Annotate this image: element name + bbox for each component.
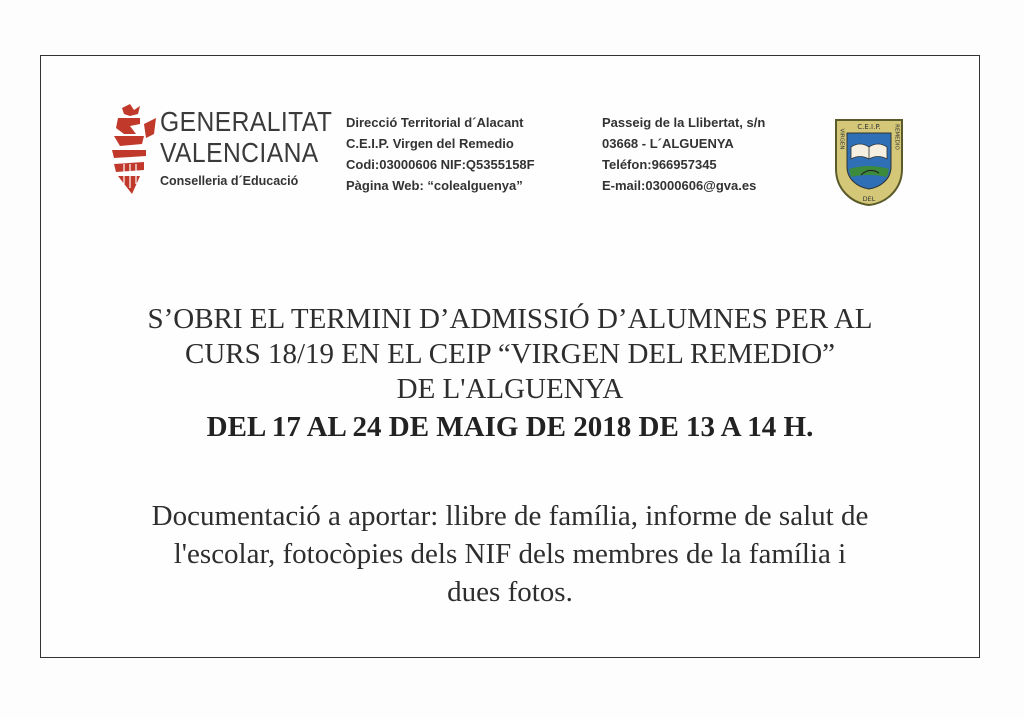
seal-top-text: C.E.I.P.	[857, 123, 881, 131]
header-school-info	[346, 112, 535, 196]
notice-line3: DE L'ALGUENYA	[396, 373, 624, 405]
header-col2-line: Passeig de la Llibertat, s/n	[602, 115, 766, 130]
generalitat-wordmark	[160, 106, 356, 188]
header-col1-line: Pàgina Web: “colealguenya”	[346, 178, 523, 193]
org-logo-line1: GENERALITAT	[160, 106, 333, 137]
org-logo-line2: VALENCIANA	[160, 137, 319, 168]
seal-right-text: REMEDIO	[893, 124, 900, 150]
header-contact-info	[602, 112, 765, 196]
notice-line2: CURS 18/19 EN EL CEIP “VIRGEN DEL REMEDIO”	[184, 338, 836, 370]
notice-line1: S’OBRI EL TERMINI D’ADMISSIÓ D’ALUMNES PER AL	[147, 303, 873, 335]
header-col1-line: C.E.I.P. Virgen del Remedio	[346, 136, 514, 151]
header-col2-line: Teléfon:966957345	[602, 157, 717, 172]
org-logo-subtitle: Conselleria d´Educació	[160, 174, 299, 188]
notice-dates: DEL 17 AL 24 DE MAIG DE 2018 DE 13 A 14 H.	[206, 411, 814, 443]
documents-line3: dues fotos.	[447, 576, 573, 608]
required-documents	[60, 497, 960, 611]
school-seal-icon	[833, 117, 905, 207]
seal-bottom-text: DEL	[862, 195, 876, 203]
generalitat-logo-icon	[110, 104, 160, 196]
header-col1-line: Direcció Territorial d´Alacant	[346, 115, 524, 130]
admission-notice	[40, 302, 980, 445]
seal-left-text: VIRGEN	[838, 128, 845, 150]
documents-line1: Documentació a aportar: llibre de família, informe de salut de	[151, 500, 869, 532]
header-col2-line: 03668 - L´ALGUENYA	[602, 136, 734, 151]
header-col1-line: Codi:03000606 NIF:Q5355158F	[346, 157, 535, 172]
documents-line2: l'escolar, fotocòpies dels NIF dels membres de la família i	[173, 538, 847, 570]
header-col2-line: E-mail:03000606@gva.es	[602, 178, 757, 193]
